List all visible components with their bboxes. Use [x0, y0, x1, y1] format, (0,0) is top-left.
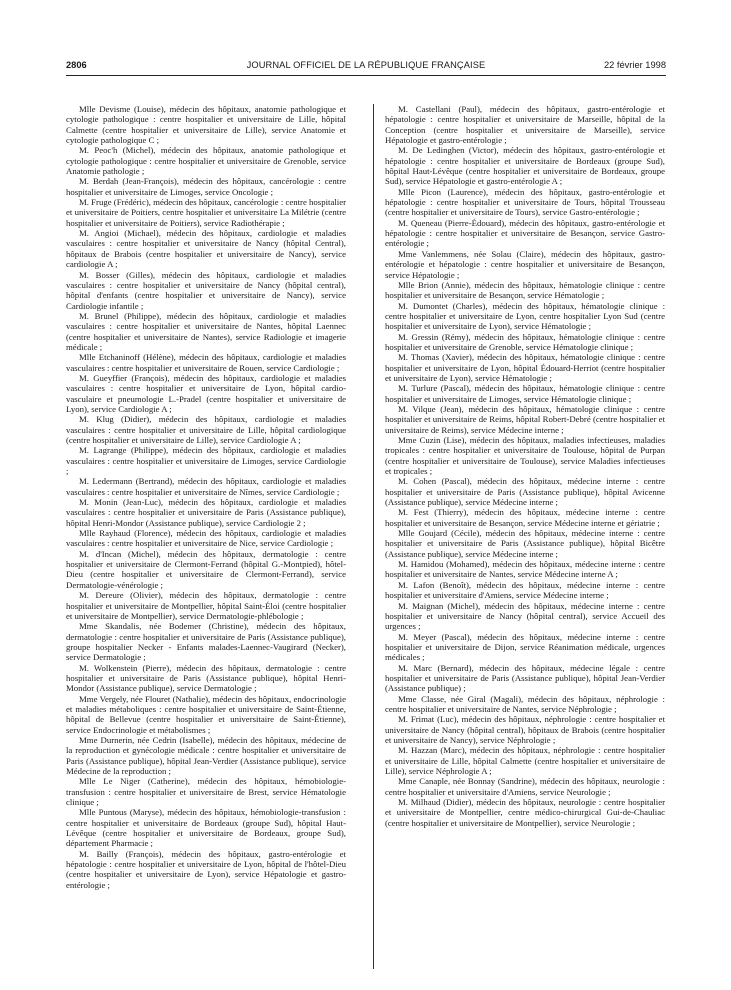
appointment-entry: M. Hazzan (Marc), médecin des hôpitaux, néphrologie : centre hospitalier et universitaire de Lille, hôpital Calmette (centre hospitalier et universitaire de Lille), service Néphrologie A ;	[385, 745, 665, 776]
appointment-entry: M. Fruge (Frédéric), médecin des hôpitaux, cancérologie : centre hospitalier et universitaire de Poitiers, centre hospitalier et universitaire La Milétrie (centre hospitalier et universitaire de Poitiers), service Radiothérapie ;	[66, 197, 346, 228]
appointment-entry: Mlle Goujard (Cécile), médecin des hôpitaux, médecine interne : centre hospitalier et universitaire de Paris (Assistance publique), hôpital Bicêtre (Assistance publique), service Médecine interne ;	[385, 528, 665, 559]
journal-title: JOURNAL OFFICIEL DE LA RÉPUBLIQUE FRANÇAISE	[246, 60, 486, 70]
publication-date: 22 février 1998	[603, 60, 666, 70]
appointment-entry: Mme Canaple, née Bonnay (Sandrine), médecin des hôpitaux, neurologie : centre hospitalier et universitaire d'Amiens, service Neurologie ;	[385, 776, 665, 797]
appointment-entry: M. Bailly (François), médecin des hôpitaux, gastro-entérologie et hépatologie : centre hospitalier et universitaire de Lyon, hôpital de l'hôtel-Dieu (centre hospitalier et universitaire de Lyon), service Hépatologie et gastro-entérologie ;	[66, 848, 346, 890]
page-header	[66, 60, 666, 74]
appointment-entry: M. Queneau (Pierre-Édouard), médecin des hôpitaux, gastro-entérologie et hépatologie : centre hospitalier et universitaire de Besançon, service Gastro-entérologie ;	[385, 217, 665, 249]
appointment-entry: M. Klug (Didier), médecin des hôpitaux, cardiologie et maladies vasculaires : centre hospitalier et universitaire de Lille, hôpital cardiologique (centre hospitalier et universitaire de Lille), service Cardiologie A ;	[66, 414, 346, 445]
appointment-entry: M. Castellani (Paul), médecin des hôpitaux, gastro-entérologie et hépatologie : centre hospitalier et universitaire de Marseille, hôpital de la Conception (centre hospitalier et universitaire de Marseille), service Hépatologie et gastro-entérologie ;	[385, 104, 665, 146]
appointment-entry: M. Dereure (Olivier), médecin des hôpitaux, dermatologie : centre hospitalier et universitaire de Montpellier, hôpital Saint-Éloi (centre hospitalier et universitaire de Montpellier), service Dermatologie-phlébologie ;	[66, 590, 346, 621]
appointment-entry: M. Brunel (Philippe), médecin des hôpitaux, cardiologie et maladies vasculaires : centre hospitalier et universitaire de Nantes, hôpital Laennec (centre hospitalier et universitaire de Nantes), service Radiologie et imagerie médicale ;	[66, 310, 346, 352]
appointment-entry: Mlle Rayhaud (Florence), médecin des hôpitaux, cardiologie et maladies vasculaires : centre hospitalier et universitaire de Nice, service Cardiologie ;	[66, 528, 346, 549]
appointment-entry: Mme Classe, née Giral (Magali), médecin des hôpitaux, néphrologie : centre hospitalier et universitaire de Nantes, service Néphrologie ;	[385, 693, 665, 714]
column-divider	[373, 104, 374, 969]
left-column	[66, 104, 346, 969]
appointment-entry: M. Frimat (Luc), médecin des hôpitaux, néphrologie : centre hospitalier et universitaire de Nancy (hôpital central), hôpitaux de Brabois (centre hospitalier et universitaire de Nancy), service Néphrologie ;	[385, 714, 665, 745]
appointment-entry: M. Thomas (Xavier), médecin des hôpitaux, hématologie clinique : centre hospitalier et universitaire de Lyon, hôpital Édouard-Herriot (centre hospitalier et universitaire de Lyon), service Hématologie ;	[385, 352, 665, 383]
appointment-entry: M. Maignan (Michel), médecin des hôpitaux, médecine interne : centre hospitalier et universitaire de Nancy (hôpital central), service Accueil des urgences ;	[385, 600, 665, 632]
page-number: 2806	[66, 60, 87, 70]
appointment-entry: M. Marc (Bernard), médecin des hôpitaux, médecine légale : centre hospitalier et universitaire de Paris (Assistance publique), hôpital Jean-Verdier (Assistance publique) ;	[385, 662, 665, 694]
appointment-entry: M. d'Incan (Michel), médecin des hôpitaux, dermatologie : centre hospitalier et universitaire de Clermont-Ferrand (hôpital G.-Montpied), hôtel-Dieu (centre hospitalier et universitaire de Clermont-Ferrand), service Dermatologie-vénérologie ;	[66, 548, 346, 590]
appointment-entry: M. Peoc'h (Michel), médecin des hôpitaux, anatomie pathologique et cytologie pathologique : centre hospitalier et universitaire de Grenoble, service Anatomie pathologie ;	[66, 145, 346, 177]
appointment-entry: Mme Cuzin (Lise), médecin des hôpitaux, maladies infectieuses, maladies tropicales : centre hospitalier et universitaire de Toulouse, hôpital de Purpan (centre hospitalier et universitaire de Toulouse), service Maladies infectieuses et tropicales ;	[385, 435, 665, 477]
appointment-entry: Mme Vanlemmens, née Solau (Claire), médecin des hôpitaux, gastro-entérologie et hépatologie : centre hospitalier et universitaire de Besançon, service Hépatologie ;	[385, 248, 665, 280]
appointment-entry: M. Gressin (Rémy), médecin des hôpitaux, hématologie clinique : centre hospitalier et universitaire de Grenoble, service Hématologie clinique ;	[385, 331, 665, 352]
appointment-entry: M. Ledermann (Bertrand), médecin des hôpitaux, cardiologie et maladies vasculaires : centre hospitalier et universitaire de Nîmes, service Cardiologie ;	[66, 476, 346, 497]
appointment-entry: M. De Ledinghen (Victor), médecin des hôpitaux, gastro-entérologie et hépatologie : centre hospitalier et universitaire de Bordeaux (groupe Sud), hôpital Haut-Lévêque (centre hospitalier et universitaire de Bordeaux, groupe Sud), service Hépatologie et gastro-entérologie A ;	[385, 145, 665, 187]
appointment-entry: M. Fest (Thierry), médecin des hôpitaux, médecine interne : centre hospitalier et universitaire de Besançon, service Médecine interne et gériatrie ;	[385, 507, 665, 528]
appointment-entry: M. Angioi (Michael), médecin des hôpitaux, cardiologie et maladies vasculaires : centre hospitalier et universitaire de Nancy (hôpital Central), hôpitaux de Brabois (centre hospitalier et universitaire de Nancy), service cardiologie A ;	[66, 228, 346, 270]
appointment-entry: M. Berdah (Jean-François), médecin des hôpitaux, cancérologie : centre hospitalier et universitaire de Limoges, service Oncologie ;	[66, 176, 346, 197]
appointment-entry: M. Hamidou (Mohamed), médecin des hôpitaux, médecine interne : centre hospitalier et universitaire de Nantes, service Médecine interne A ;	[385, 559, 665, 580]
appointment-entry: M. Dumontet (Charles), médecin des hôpitaux, hématologie clinique : centre hospitalier et universitaire de Lyon, centre hospitalier Lyon Sud (centre hospitalier et universitaire de Lyon), service Hématologie ;	[385, 300, 665, 332]
appointment-entry: M. Wolkenstein (Pierre), médecin des hôpitaux, dermatologie : centre hospitalier et universitaire de Paris (Assistance publique), hôpital Henri-Mondor (Assistance publique), service Dermatologie ;	[66, 662, 346, 694]
appointment-entry: M. Monin (Jean-Luc), médecin des hôpitaux, cardiologie et maladies vasculaires : centre hospitalier et universitaire de Paris (Assistance publique), hôpital Henri-Mondor (Assistance publique), service Cardiologie 2 ;	[66, 497, 346, 528]
appointment-entry: M. Lagrange (Philippe), médecin des hôpitaux, cardiologie et maladies vasculaires : centre hospitalier et universitaire de Limoges, service Cardiologie ;	[66, 445, 346, 477]
appointment-entry: Mlle Etchaninoff (Hélène), médecin des hôpitaux, cardiologie et maladies vasculaires : centre hospitalier et universitaire de Rouen, service Cardiologie ;	[66, 352, 346, 373]
appointment-entry: Mlle Le Niger (Catherine), médecin des hôpitaux, hémobiologie-transfusion : centre hospitalier et universitaire de Brest, service Hématologie clinique ;	[66, 776, 346, 808]
appointment-entry: Mlle Puntous (Maryse), médecin des hôpitaux, hémobiologie-transfusion : centre hospitalier et universitaire de Bordeaux (groupe Sud), hôpital Haut-Lévêque (centre hospitalier et universitaire de Bordeaux, groupe Sud), département Pharmacie ;	[66, 807, 346, 849]
right-column	[385, 104, 665, 969]
appointment-entry: M. Bosser (Gilles), médecin des hôpitaux, cardiologie et maladies vasculaires : centre hospitalier et universitaire de Nancy (hôpital central), hôpital d'enfants (centre hospitalier et universitaire de Nancy), service Cardiologie infantile ;	[66, 269, 346, 311]
appointment-entry: M. Lafon (Benoît), médecin des hôpitaux, médecine interne : centre hospitalier et universitaire d'Amiens, service Médecine interne ;	[385, 579, 665, 601]
appointment-entry: M. Milhaud (Didier), médecin des hôpitaux, neurologie : centre hospitalier et universitaire de Montpellier, centre médico-chirurgical Gui-de-Chauliac (centre hospitalier et universitaire de Montpellier), service Neurologie ;	[385, 797, 665, 828]
header-rule	[66, 75, 666, 76]
appointment-entry: M. Vilque (Jean), médecin des hôpitaux, hématologie clinique : centre hospitalier et universitaire de Reims, hôpital Robert-Debré (centre hospitalier et universitaire de Reims), service Médecine interne ;	[385, 403, 665, 435]
appointment-entry: M. Meyer (Pascal), médecin des hôpitaux, médecine interne : centre hospitalier et universitaire de Dijon, service Réanimation médicale, urgences médicales ;	[385, 631, 665, 663]
appointment-entry: Mme Durnerin, née Cedrin (Isabelle), médecin des hôpitaux, médecine de la reproduction et gynécologie médicale : centre hospitalier et universitaire de Paris (Assistance publique), hôpital Jean-Verdier (Assistance publique), service Médecine de la reproduction ;	[66, 734, 346, 776]
appointment-entry: Mlle Picon (Laurence), médecin des hôpitaux, gastro-entérologie et hépatologie : centre hospitalier et universitaire de Tours, hôpital Trousseau (centre hospitalier et universitaire de Tours), service Gastro-entérologie ;	[385, 186, 665, 218]
appointment-entry: Mme Vergely, née Flouret (Nathalie), médecin des hôpitaux, endocrinologie et maladies métaboliques : centre hospitalier et universitaire de Saint-Étienne, hôpital de Bellevue (centre hospitalier et universitaire de Saint-Étienne), service Endocrinologie et métabolismes ;	[66, 693, 346, 735]
appointment-entry: Mlle Brion (Annie), médecin des hôpitaux, hématologie clinique : centre hospitalier et universitaire de Besançon, service Hématologie ;	[385, 279, 665, 301]
appointment-entry: M. Turlure (Pascal), médecin des hôpitaux, hématologie clinique : centre hospitalier et universitaire de Limoges, service Hématologie clinique ;	[385, 383, 665, 404]
appointment-entry: M. Gueyffier (François), médecin des hôpitaux, cardiologie et maladies vasculaires : centre hospitalier et universitaire de Lyon, hôpital cardio-vasculaire et pneumologie L.-Pradel (centre hospitalier et universitaire de Lyon), service Cardiologie A ;	[66, 372, 346, 414]
appointment-entry: Mme Skandalis, née Bodemer (Christine), médecin des hôpitaux, dermatologie : centre hospitalier et universitaire de Paris (Assistance publique), groupe hospitalier Necker - Enfants malades-Laennec-Vaugirard (Necker), service Dermatologie ;	[66, 621, 346, 663]
appointment-entry: Mlle Devisme (Louise), médecin des hôpitaux, anatomie pathologique et cytologie pathologique : centre hospitalier et universitaire de Lille, hôpital Calmette (centre hospitalier et universitaire de Lille), service Anatomie et cytologie pathologique C ;	[66, 104, 346, 146]
appointment-entry: M. Cohen (Pascal), médecin des hôpitaux, médecine interne : centre hospitalier et universitaire de Paris (Assistance publique), hôpital Avicenne (Assistance publique), service Médecine interne ;	[385, 476, 665, 508]
